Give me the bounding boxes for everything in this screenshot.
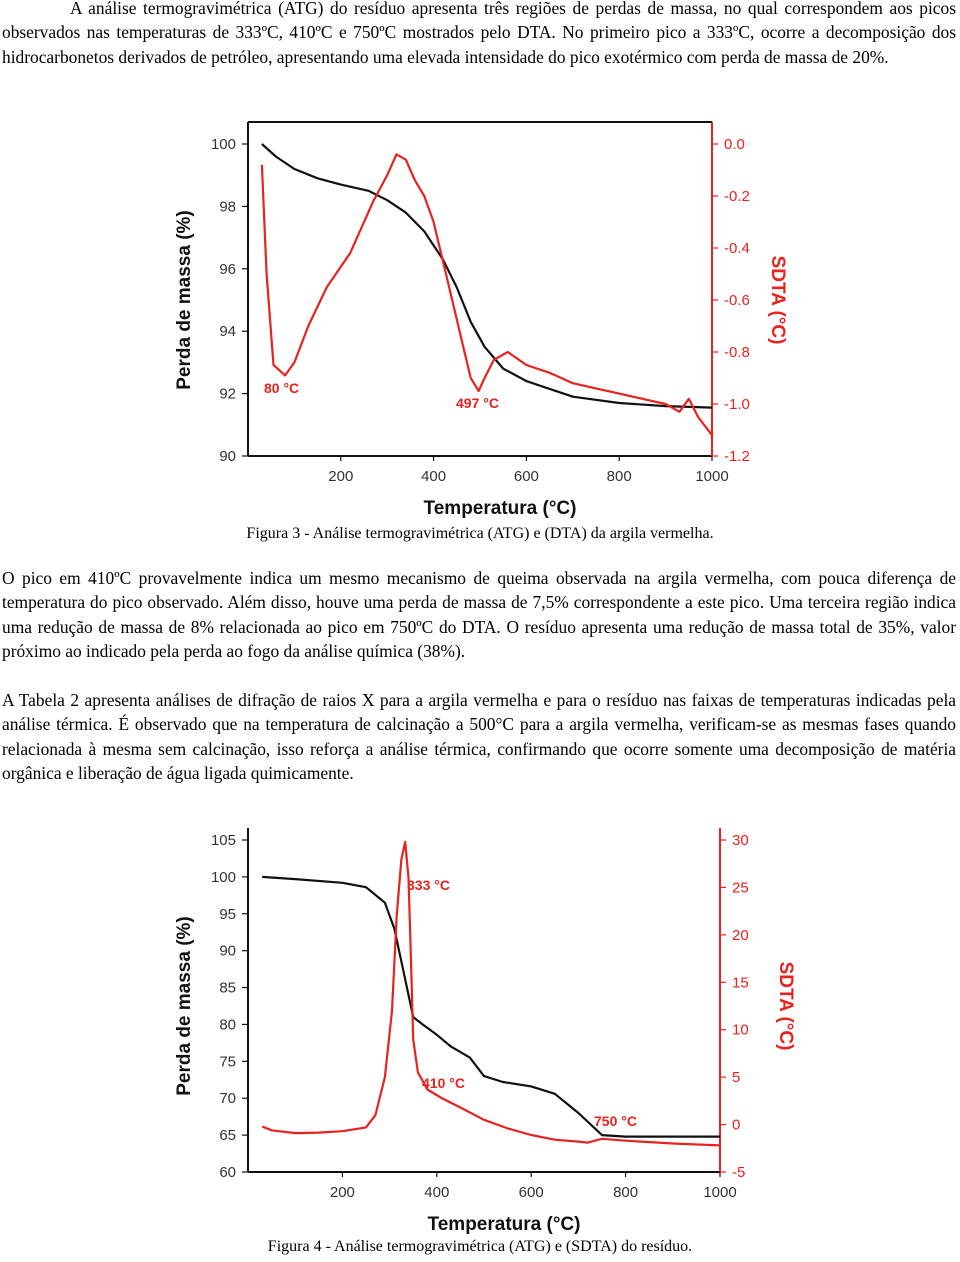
x-axis-label: Temperatura (°C) bbox=[427, 1214, 581, 1235]
figure-4-chart bbox=[0, 828, 960, 1238]
y-axis-label: Perda de massa (%) bbox=[174, 210, 195, 390]
x-tick-label: 200 bbox=[329, 1184, 355, 1201]
y2-tick-label: 15 bbox=[732, 974, 749, 992]
peak-annotation: 497 °C bbox=[456, 395, 499, 411]
y2-tick-label: -0.8 bbox=[724, 344, 750, 361]
y-tick-label: 92 bbox=[219, 385, 236, 403]
dta-curve bbox=[262, 154, 712, 435]
y2-axis-label: SDTA (°C) bbox=[775, 961, 796, 1051]
x-tick-label: 800 bbox=[613, 1184, 639, 1201]
y-tick-label: 90 bbox=[219, 942, 236, 960]
y2-axis-label: SDTA (°C) bbox=[767, 255, 788, 345]
figure-4-caption: Figura 4 - Análise termogravimétrica (ATG) e (SDTA) do resíduo. bbox=[267, 1238, 693, 1255]
y2-tick-label: 20 bbox=[732, 926, 749, 944]
y-tick-label: 90 bbox=[219, 448, 236, 465]
figure-3-chart bbox=[0, 106, 960, 626]
y-tick-label: 65 bbox=[219, 1127, 236, 1145]
y-axis-label: Perda de massa (%) bbox=[174, 916, 195, 1096]
x-tick-label: 800 bbox=[606, 468, 632, 485]
y-tick-label: 70 bbox=[219, 1090, 236, 1108]
y-tick-label: 105 bbox=[210, 832, 236, 849]
y-tick-label: 94 bbox=[219, 323, 236, 341]
figure-3-caption: Figura 3 - Análise termogravimétrica (ATG) e (DTA) da argila vermelha. bbox=[246, 525, 714, 542]
y-tick-label: 98 bbox=[219, 198, 236, 216]
x-tick-label: 600 bbox=[518, 1184, 544, 1201]
y2-tick-label: 0.0 bbox=[724, 136, 745, 153]
atg-curve bbox=[262, 144, 712, 408]
y-tick-label: 80 bbox=[219, 1016, 236, 1034]
y2-tick-label: 10 bbox=[732, 1021, 749, 1039]
y-tick-label: 95 bbox=[219, 905, 236, 923]
dta-curve bbox=[262, 842, 720, 1146]
y2-tick-label: -1.2 bbox=[724, 448, 750, 465]
peak-annotation: 750 °C bbox=[594, 1113, 637, 1129]
y-tick-label: 75 bbox=[219, 1053, 236, 1071]
y2-tick-label: -0.2 bbox=[724, 188, 750, 205]
y2-tick-label: -1.0 bbox=[724, 396, 750, 413]
y2-tick-label: -0.4 bbox=[724, 240, 750, 257]
x-tick-label: 600 bbox=[513, 468, 539, 485]
y2-tick-label: -0.6 bbox=[724, 292, 750, 309]
paragraph-2: O pico em 410ºC provavelmente indica um mesmo mecanismo de queima observada na argila vermelha, com pouca diferença de temperatura do pico observado. Além disso, houve uma perda de massa de 7,5% correspondente a este pico. Uma terceira região indica uma redução de massa de 8% relacionada ao pico em 750ºC do DTA. O resíduo apresenta uma redução de massa total de 35%, valor próximo ao indicado pela perda ao fogo da análise química (38%). bbox=[2, 568, 956, 662]
y-tick-label: 60 bbox=[219, 1164, 236, 1181]
y2-tick-label: 25 bbox=[732, 879, 749, 897]
x-axis-label: Temperatura (°C) bbox=[423, 498, 577, 519]
y2-tick-label: 0 bbox=[732, 1116, 741, 1134]
y2-tick-label: -5 bbox=[732, 1164, 746, 1181]
x-tick-label: 1000 bbox=[695, 468, 729, 485]
y2-tick-label: 30 bbox=[732, 832, 749, 849]
peak-annotation: 410 °C bbox=[422, 1075, 465, 1091]
x-tick-label: 1000 bbox=[703, 1184, 737, 1201]
y-tick-label: 96 bbox=[219, 260, 236, 278]
y-tick-label: 100 bbox=[210, 868, 236, 886]
y2-tick-label: 5 bbox=[732, 1069, 741, 1087]
y-tick-label: 100 bbox=[210, 136, 236, 153]
paragraph-3: A Tabela 2 apresenta análises de difração de raios X para a argila vermelha e para o resíduo nas faixas de temperaturas indicadas pela análise térmica. É observado que na temperatura de calcinação a 500°C para a argila vermelha, verificam-se as mesmas fases quando relacionada à mesma sem calcinação, isso reforça a análise térmica, confirmando que ocorre somente uma decomposição de matéria orgânica e liberação de água ligada quimicamente. bbox=[2, 690, 956, 784]
peak-annotation: 333 °C bbox=[407, 877, 450, 893]
atg-curve bbox=[262, 877, 720, 1137]
x-tick-label: 400 bbox=[424, 1184, 450, 1201]
x-tick-label: 200 bbox=[328, 468, 354, 485]
x-tick-label: 400 bbox=[421, 468, 447, 485]
y-tick-label: 85 bbox=[219, 979, 236, 997]
peak-annotation: 80 °C bbox=[264, 380, 300, 396]
paragraph-1: A análise termogravimétrica (ATG) do resíduo apresenta três regiões de perdas de massa, no qual correspondem aos picos observados nas temperaturas de 333ºC, 410ºC e 750ºC mostrados pelo DTA. No primeiro pico a 333ºC, ocorre a decomposição dos hidrocarbonetos derivados de petróleo, apresentando uma elevada intensidade do pico exotérmico com perda de massa de 20%. bbox=[2, 0, 956, 67]
